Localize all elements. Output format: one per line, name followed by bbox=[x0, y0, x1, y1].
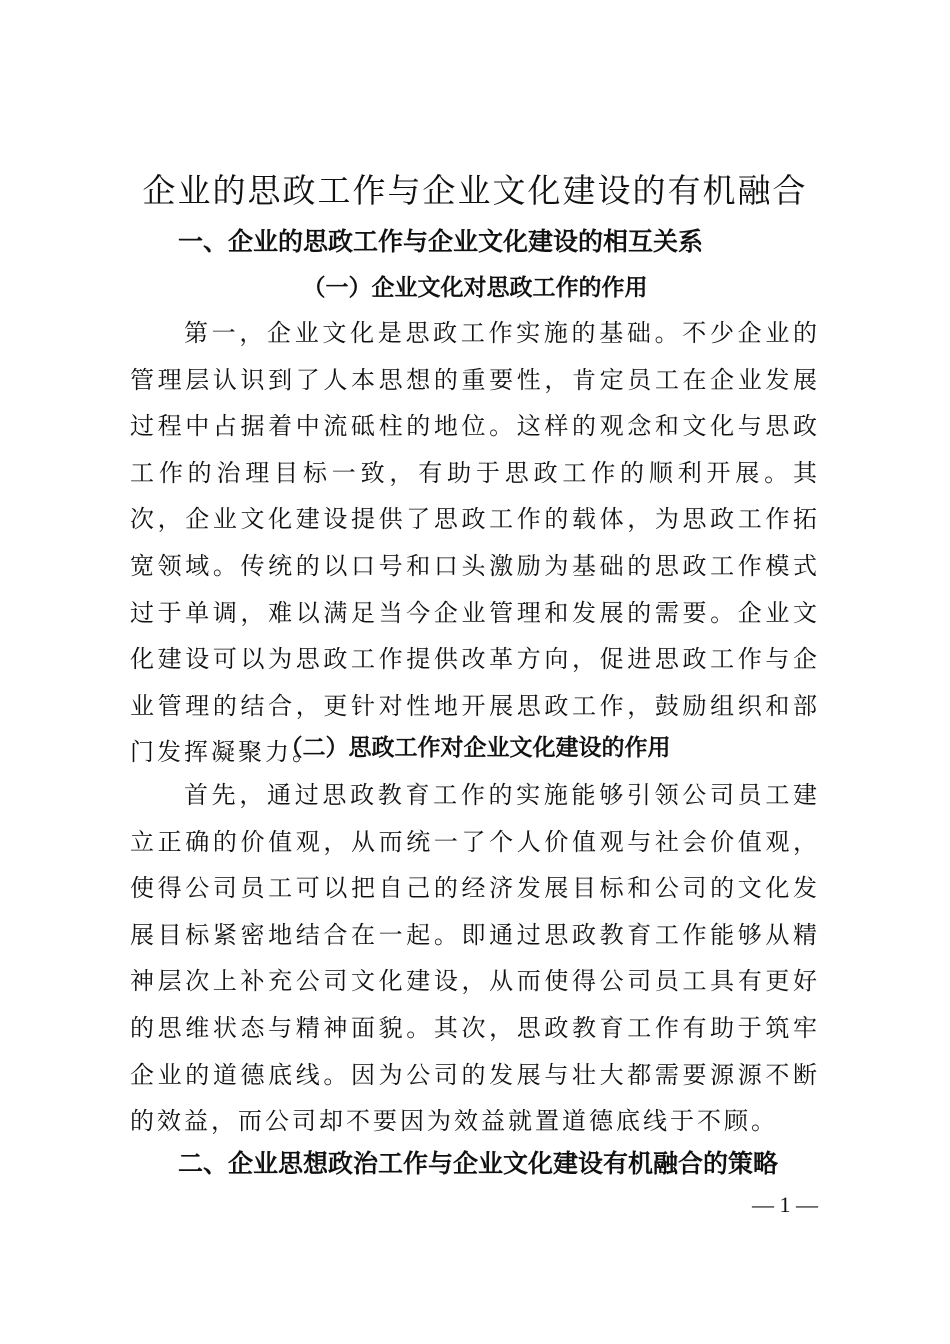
subsection-1-heading: （一）企业文化对思政工作的作用 bbox=[302, 274, 648, 301]
page-number: — 1 — bbox=[752, 1192, 818, 1217]
subsection-1-paragraph: 第一，企业文化是思政工作实施的基础。不少企业的管理层认识到了人本思想的重要性，肯定员工在企业发展过程中占据着中流砥柱的地位。这样的观念和文化与思政工作的治理目标一致，有助于思政工作的顺利开展。其次，企业文化建设提供了思政工作的载体，为思政工作拓宽领域。传统的以口号和口头激励为基础的思政工作模式过于单调，难以满足当今企业管理和发展的需要。企业文化建设可以为思政工作提供改革方向，促进思政工作与企业管理的结合，更针对性地开展思政工作，鼓励组织和部门发挥凝聚力。 bbox=[130, 319, 820, 767]
subsection-2-paragraph: 首先，通过思政教育工作的实施能够引领公司员工建立正确的价值观，从而统一了个人价值观与社会价值观，使得公司员工可以把自己的经济发展目标和公司的文化发展目标紧密地结合在一起。即通过思政教育工作能够从精神层次上补充公司文化建设，从而使得公司员工具有更好的思维状态与精神面貌。其次，思政教育工作有助于筑牢企业的道德底线。因为公司的发展与壮大都需要源源不断的效益，而公司却不要因为效益就置道德底线于不顾。 bbox=[130, 781, 820, 1136]
document-title: 企业的思政工作与企业文化建设的有机融合 bbox=[142, 171, 808, 210]
subsection-2-heading: （二）思政工作对企业文化建设的作用 bbox=[279, 734, 671, 761]
section-1-heading: 一、企业的思政工作与企业文化建设的相互关系 bbox=[178, 227, 704, 256]
section-2-heading: 二、企业思想政治工作与企业文化建设有机融合的策略 bbox=[178, 1149, 779, 1178]
